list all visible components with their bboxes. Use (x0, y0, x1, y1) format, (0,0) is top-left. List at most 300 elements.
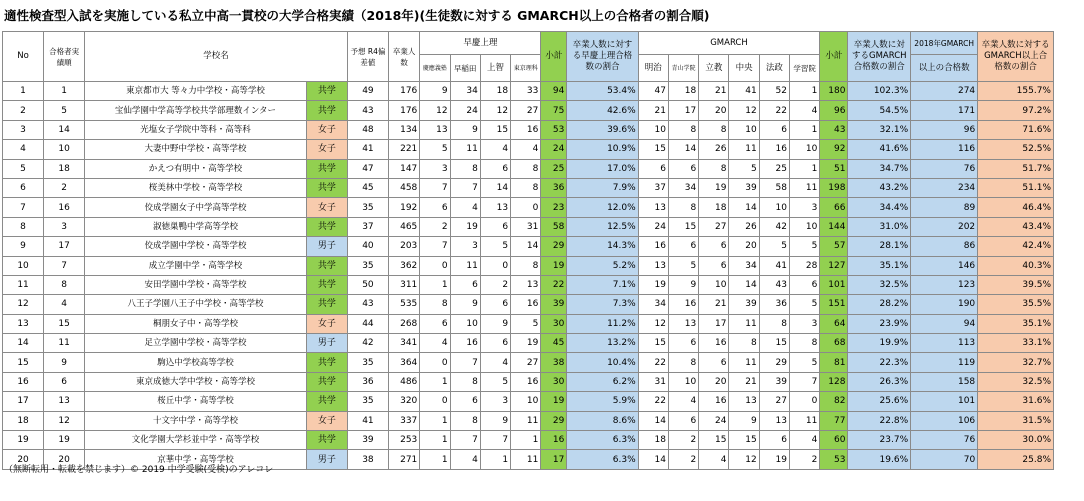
header-waseda: 早稲田 (450, 55, 480, 82)
cell-keio: 7 (420, 237, 450, 256)
cell-school: 東京都市大 等々力中学校・高等学校 (85, 82, 307, 101)
cell-dev: 47 (347, 159, 388, 178)
cell-gakushuin: 11 (789, 178, 819, 197)
cell-chuo: 8 (729, 334, 759, 353)
cell-tus: 11 (511, 411, 541, 430)
cell-keio: 7 (420, 178, 450, 197)
cell-gender: 女子 (306, 120, 347, 139)
header-school: 学校名 (85, 32, 348, 82)
cell-s1: 25 (541, 159, 567, 178)
cell-r2: 31.0% (848, 217, 911, 236)
cell-school: 大妻中野中学校・高等学校 (85, 140, 307, 159)
cell-s1: 29 (541, 237, 567, 256)
cell-no: 19 (3, 431, 44, 450)
cell-hosei: 25 (759, 159, 789, 178)
cell-tot: 171 (911, 101, 978, 120)
cell-tot: 101 (911, 392, 978, 411)
cell-tus: 33 (511, 82, 541, 101)
cell-rank: 20 (44, 450, 85, 469)
cell-meiji: 19 (638, 275, 668, 294)
cell-rikkyo: 8 (699, 120, 729, 139)
cell-r2: 34.4% (848, 198, 911, 217)
cell-dev: 41 (347, 411, 388, 430)
cell-grads: 176 (388, 101, 419, 120)
cell-meiji: 24 (638, 217, 668, 236)
cell-rank: 17 (44, 237, 85, 256)
cell-dev: 41 (347, 140, 388, 159)
cell-rank: 3 (44, 217, 85, 236)
cell-school: 淑徳巣鴨中学高等学校 (85, 217, 307, 236)
header-rikkyo: 立教 (699, 55, 729, 82)
cell-tus: 16 (511, 295, 541, 314)
cell-s2: 101 (820, 275, 848, 294)
cell-s1: 30 (541, 314, 567, 333)
cell-keio: 6 (420, 314, 450, 333)
cell-keio: 2 (420, 217, 450, 236)
cell-s2: 81 (820, 353, 848, 372)
cell-s2: 43 (820, 120, 848, 139)
cell-no: 8 (3, 217, 44, 236)
cell-rf: 46.4% (978, 198, 1054, 217)
cell-gender: 共学 (306, 101, 347, 120)
cell-r1: 6.3% (567, 431, 638, 450)
cell-school: 桐朋女子中・高等学校 (85, 314, 307, 333)
cell-r1: 12.0% (567, 198, 638, 217)
cell-school: 佼成学園女子中学高等学校 (85, 198, 307, 217)
cell-dev: 37 (347, 217, 388, 236)
cell-tus: 11 (511, 450, 541, 469)
cell-school: 成立学園中学・高等学校 (85, 256, 307, 275)
cell-s2: 151 (820, 295, 848, 314)
cell-grads: 362 (388, 256, 419, 275)
cell-aoyama: 8 (668, 198, 698, 217)
cell-rikkyo: 6 (699, 237, 729, 256)
cell-sophia: 6 (480, 334, 510, 353)
cell-chuo: 34 (729, 256, 759, 275)
cell-tot: 190 (911, 295, 978, 314)
cell-chuo: 20 (729, 237, 759, 256)
cell-tus: 8 (511, 159, 541, 178)
header-keio: 慶應義塾 (420, 55, 450, 82)
cell-tus: 1 (511, 431, 541, 450)
cell-sophia: 9 (480, 411, 510, 430)
cell-dev: 42 (347, 334, 388, 353)
cell-waseda: 8 (450, 372, 480, 391)
cell-tot: 106 (911, 411, 978, 430)
cell-keio: 1 (420, 372, 450, 391)
cell-hosei: 8 (759, 314, 789, 333)
cell-s1: 94 (541, 82, 567, 101)
cell-r1: 10.4% (567, 353, 638, 372)
cell-sophia: 15 (480, 120, 510, 139)
cell-rikkyo: 6 (699, 353, 729, 372)
cell-r2: 43.2% (848, 178, 911, 197)
cell-r1: 5.9% (567, 392, 638, 411)
cell-hosei: 42 (759, 217, 789, 236)
cell-tus: 4 (511, 140, 541, 159)
cell-no: 7 (3, 198, 44, 217)
cell-chuo: 11 (729, 353, 759, 372)
table-row (3, 295, 1054, 314)
cell-aoyama: 9 (668, 275, 698, 294)
table-row (3, 353, 1054, 372)
cell-hosei: 52 (759, 82, 789, 101)
cell-gakushuin: 11 (789, 411, 819, 430)
cell-no: 20 (3, 450, 44, 469)
cell-gakushuin: 0 (789, 392, 819, 411)
cell-rank: 13 (44, 392, 85, 411)
cell-school: 佼成学園中学校・高等学校 (85, 237, 307, 256)
cell-dev: 49 (347, 82, 388, 101)
cell-keio: 5 (420, 140, 450, 159)
table-row (3, 372, 1054, 391)
cell-grads: 337 (388, 411, 419, 430)
cell-rank: 15 (44, 314, 85, 333)
header-sophia: 上智 (480, 55, 510, 82)
header-hosei: 法政 (759, 55, 789, 82)
cell-rikkyo: 8 (699, 159, 729, 178)
cell-aoyama: 6 (668, 334, 698, 353)
cell-waseda: 9 (450, 120, 480, 139)
table-row (3, 431, 1054, 450)
cell-s1: 53 (541, 120, 567, 139)
cell-aoyama: 4 (668, 392, 698, 411)
cell-rikkyo: 17 (699, 314, 729, 333)
cell-rikkyo: 16 (699, 334, 729, 353)
cell-waseda: 8 (450, 159, 480, 178)
cell-waseda: 7 (450, 431, 480, 450)
cell-tus: 31 (511, 217, 541, 236)
cell-s2: 53 (820, 450, 848, 469)
cell-aoyama: 5 (668, 256, 698, 275)
cell-tot: 76 (911, 431, 978, 450)
cell-sophia: 4 (480, 353, 510, 372)
cell-tus: 16 (511, 120, 541, 139)
cell-meiji: 13 (638, 198, 668, 217)
cell-sophia: 5 (480, 237, 510, 256)
cell-dev: 43 (347, 295, 388, 314)
cell-gakushuin: 5 (789, 353, 819, 372)
cell-r2: 28.2% (848, 295, 911, 314)
cell-s1: 58 (541, 217, 567, 236)
cell-r1: 17.0% (567, 159, 638, 178)
table-row (3, 237, 1054, 256)
cell-tot: 123 (911, 275, 978, 294)
cell-no: 10 (3, 256, 44, 275)
table-row (3, 101, 1054, 120)
cell-aoyama: 13 (668, 314, 698, 333)
cell-keio: 1 (420, 275, 450, 294)
cell-rikkyo: 20 (699, 101, 729, 120)
cell-school: 文化学園大学杉並中学・高等学校 (85, 431, 307, 450)
cell-dev: 50 (347, 275, 388, 294)
cell-chuo: 26 (729, 217, 759, 236)
cell-chuo: 41 (729, 82, 759, 101)
cell-s2: 77 (820, 411, 848, 430)
cell-aoyama: 14 (668, 140, 698, 159)
cell-hosei: 19 (759, 450, 789, 469)
cell-tus: 27 (511, 101, 541, 120)
cell-meiji: 6 (638, 159, 668, 178)
cell-tot: 70 (911, 450, 978, 469)
cell-gender: 共学 (306, 431, 347, 450)
cell-meiji: 15 (638, 140, 668, 159)
cell-sophia: 6 (480, 159, 510, 178)
cell-dev: 43 (347, 101, 388, 120)
cell-keio: 13 (420, 120, 450, 139)
cell-rikkyo: 24 (699, 411, 729, 430)
cell-gender: 共学 (306, 178, 347, 197)
cell-waseda: 24 (450, 101, 480, 120)
cell-hosei: 29 (759, 353, 789, 372)
cell-gender: 共学 (306, 392, 347, 411)
cell-gender: 共学 (306, 256, 347, 275)
cell-school: 十文字中学・高等学校 (85, 411, 307, 430)
cell-r2: 19.9% (848, 334, 911, 353)
cell-school: かえつ有明中・高等学校 (85, 159, 307, 178)
header-final-ratio: 卒業人数に対するGMARCH以上合格数の割合 (978, 32, 1054, 82)
cell-sophia: 7 (480, 431, 510, 450)
cell-dev: 48 (347, 120, 388, 139)
cell-sophia: 18 (480, 82, 510, 101)
cell-chuo: 14 (729, 198, 759, 217)
cell-tot: 94 (911, 314, 978, 333)
cell-tot: 86 (911, 237, 978, 256)
cell-gender: 共学 (306, 217, 347, 236)
cell-r2: 41.6% (848, 140, 911, 159)
cell-s1: 19 (541, 256, 567, 275)
header-gm-total-top: 2018年GMARCH (911, 32, 978, 55)
cell-hosei: 13 (759, 411, 789, 430)
cell-keio: 1 (420, 450, 450, 469)
cell-tus: 8 (511, 256, 541, 275)
cell-rank: 4 (44, 295, 85, 314)
cell-gakushuin: 3 (789, 198, 819, 217)
cell-no: 4 (3, 140, 44, 159)
cell-s1: 30 (541, 372, 567, 391)
cell-keio: 1 (420, 411, 450, 430)
cell-grads: 176 (388, 82, 419, 101)
cell-meiji: 18 (638, 431, 668, 450)
cell-sophia: 6 (480, 217, 510, 236)
cell-rf: 51.7% (978, 159, 1054, 178)
cell-gakushuin: 1 (789, 159, 819, 178)
cell-dev: 35 (347, 256, 388, 275)
cell-rank: 10 (44, 140, 85, 159)
cell-school: 駒込中学校高等学校 (85, 353, 307, 372)
table-row (3, 140, 1054, 159)
cell-grads: 271 (388, 450, 419, 469)
cell-s2: 92 (820, 140, 848, 159)
cell-rikkyo: 15 (699, 431, 729, 450)
cell-gender: 共学 (306, 159, 347, 178)
cell-no: 18 (3, 411, 44, 430)
cell-waseda: 6 (450, 275, 480, 294)
cell-gakushuin: 2 (789, 450, 819, 469)
cell-school: 八王子学園八王子中学校・高等学校 (85, 295, 307, 314)
cell-sophia: 2 (480, 275, 510, 294)
cell-r2: 32.5% (848, 275, 911, 294)
cell-dev: 36 (347, 372, 388, 391)
cell-rf: 30.0% (978, 431, 1054, 450)
cell-dev: 40 (347, 237, 388, 256)
page-title: 適性検査型入試を実施している私立中高一貫校の大学合格実績（2018年)(生徒数に対する GMARCH以上の合格者の割合順) (4, 8, 710, 23)
cell-aoyama: 10 (668, 372, 698, 391)
cell-grads: 221 (388, 140, 419, 159)
cell-aoyama: 34 (668, 178, 698, 197)
cell-rikkyo: 26 (699, 140, 729, 159)
cell-keio: 6 (420, 198, 450, 217)
cell-rf: 71.6% (978, 120, 1054, 139)
cell-s1: 22 (541, 275, 567, 294)
cell-r1: 11.2% (567, 314, 638, 333)
cell-s2: 198 (820, 178, 848, 197)
cell-tot: 89 (911, 198, 978, 217)
cell-gakushuin: 10 (789, 140, 819, 159)
cell-meiji: 16 (638, 237, 668, 256)
cell-r2: 34.7% (848, 159, 911, 178)
cell-rf: 51.1% (978, 178, 1054, 197)
cell-dev: 35 (347, 198, 388, 217)
cell-gakushuin: 5 (789, 295, 819, 314)
cell-sophia: 5 (480, 372, 510, 391)
cell-keio: 12 (420, 101, 450, 120)
cell-waseda: 6 (450, 392, 480, 411)
cell-meiji: 37 (638, 178, 668, 197)
cell-rikkyo: 21 (699, 82, 729, 101)
cell-s2: 60 (820, 431, 848, 450)
cell-dev: 45 (347, 178, 388, 197)
cell-s2: 57 (820, 237, 848, 256)
cell-waseda: 7 (450, 178, 480, 197)
table-row (3, 120, 1054, 139)
header-gm-total-bottom: 以上の合格数 (911, 55, 978, 82)
cell-school: 京華中学・高等学校 (85, 450, 307, 469)
cell-meiji: 31 (638, 372, 668, 391)
cell-hosei: 27 (759, 392, 789, 411)
cell-rf: 33.1% (978, 334, 1054, 353)
cell-tus: 0 (511, 198, 541, 217)
cell-hosei: 58 (759, 178, 789, 197)
cell-rank: 12 (44, 411, 85, 430)
cell-tot: 234 (911, 178, 978, 197)
cell-tot: 119 (911, 353, 978, 372)
cell-aoyama: 6 (668, 159, 698, 178)
cell-s1: 75 (541, 101, 567, 120)
cell-r1: 14.3% (567, 237, 638, 256)
cell-rf: 97.2% (978, 101, 1054, 120)
cell-chuo: 10 (729, 120, 759, 139)
cell-dev: 38 (347, 450, 388, 469)
cell-gakushuin: 4 (789, 431, 819, 450)
table-row (3, 217, 1054, 236)
header-subtotal-2: 小計 (820, 32, 848, 82)
cell-rf: 31.6% (978, 392, 1054, 411)
header-yoso: 予想 R4偏差値 (347, 32, 388, 82)
cell-school: 桜美林中学校・高等学校 (85, 178, 307, 197)
header-no: No (3, 32, 44, 82)
table-row (3, 82, 1054, 101)
cell-no: 12 (3, 295, 44, 314)
cell-rank: 8 (44, 275, 85, 294)
cell-no: 11 (3, 275, 44, 294)
cell-hosei: 39 (759, 372, 789, 391)
cell-sophia: 6 (480, 295, 510, 314)
cell-gakushuin: 5 (789, 237, 819, 256)
cell-tus: 19 (511, 334, 541, 353)
cell-gakushuin: 1 (789, 82, 819, 101)
cell-grads: 203 (388, 237, 419, 256)
cell-gender: 女子 (306, 198, 347, 217)
cell-meiji: 14 (638, 450, 668, 469)
cell-rf: 43.4% (978, 217, 1054, 236)
cell-aoyama: 8 (668, 120, 698, 139)
table-row (3, 392, 1054, 411)
cell-rf: 35.5% (978, 295, 1054, 314)
results-table (2, 31, 1054, 470)
cell-school: 安田学園中学校・高等学校 (85, 275, 307, 294)
table-row (3, 275, 1054, 294)
cell-keio: 1 (420, 431, 450, 450)
cell-sophia: 14 (480, 178, 510, 197)
cell-chuo: 11 (729, 314, 759, 333)
cell-s1: 36 (541, 178, 567, 197)
cell-no: 6 (3, 178, 44, 197)
cell-r1: 53.4% (567, 82, 638, 101)
cell-grads: 134 (388, 120, 419, 139)
table-row (3, 159, 1054, 178)
cell-keio: 0 (420, 392, 450, 411)
cell-r2: 54.5% (848, 101, 911, 120)
cell-hosei: 6 (759, 431, 789, 450)
cell-waseda: 11 (450, 256, 480, 275)
cell-rank: 7 (44, 256, 85, 275)
cell-hosei: 16 (759, 140, 789, 159)
cell-aoyama: 16 (668, 295, 698, 314)
cell-hosei: 15 (759, 334, 789, 353)
cell-no: 15 (3, 353, 44, 372)
cell-hosei: 6 (759, 120, 789, 139)
cell-rikkyo: 6 (699, 256, 729, 275)
cell-rank: 11 (44, 334, 85, 353)
cell-school: 足立学園中学校・高等学校 (85, 334, 307, 353)
cell-tus: 8 (511, 178, 541, 197)
table-row (3, 411, 1054, 430)
footer-copyright: （無断転用・転載を禁じます）© 2019 中学受験(受検)のアレコレ (4, 465, 274, 475)
cell-tus: 16 (511, 372, 541, 391)
cell-hosei: 5 (759, 237, 789, 256)
cell-r2: 23.9% (848, 314, 911, 333)
cell-r1: 5.2% (567, 256, 638, 275)
cell-meiji: 34 (638, 295, 668, 314)
cell-s1: 16 (541, 431, 567, 450)
cell-r1: 12.5% (567, 217, 638, 236)
cell-s2: 144 (820, 217, 848, 236)
cell-chuo: 5 (729, 159, 759, 178)
header-meiji: 明治 (638, 55, 668, 82)
table-body (3, 82, 1054, 470)
cell-gender: 男子 (306, 237, 347, 256)
cell-tot: 202 (911, 217, 978, 236)
cell-grads: 465 (388, 217, 419, 236)
cell-r2: 22.3% (848, 353, 911, 372)
cell-tus: 10 (511, 392, 541, 411)
cell-meiji: 15 (638, 334, 668, 353)
cell-school: 東京成徳大学中学校・高等学校 (85, 372, 307, 391)
cell-sophia: 4 (480, 140, 510, 159)
cell-r2: 35.1% (848, 256, 911, 275)
cell-meiji: 47 (638, 82, 668, 101)
